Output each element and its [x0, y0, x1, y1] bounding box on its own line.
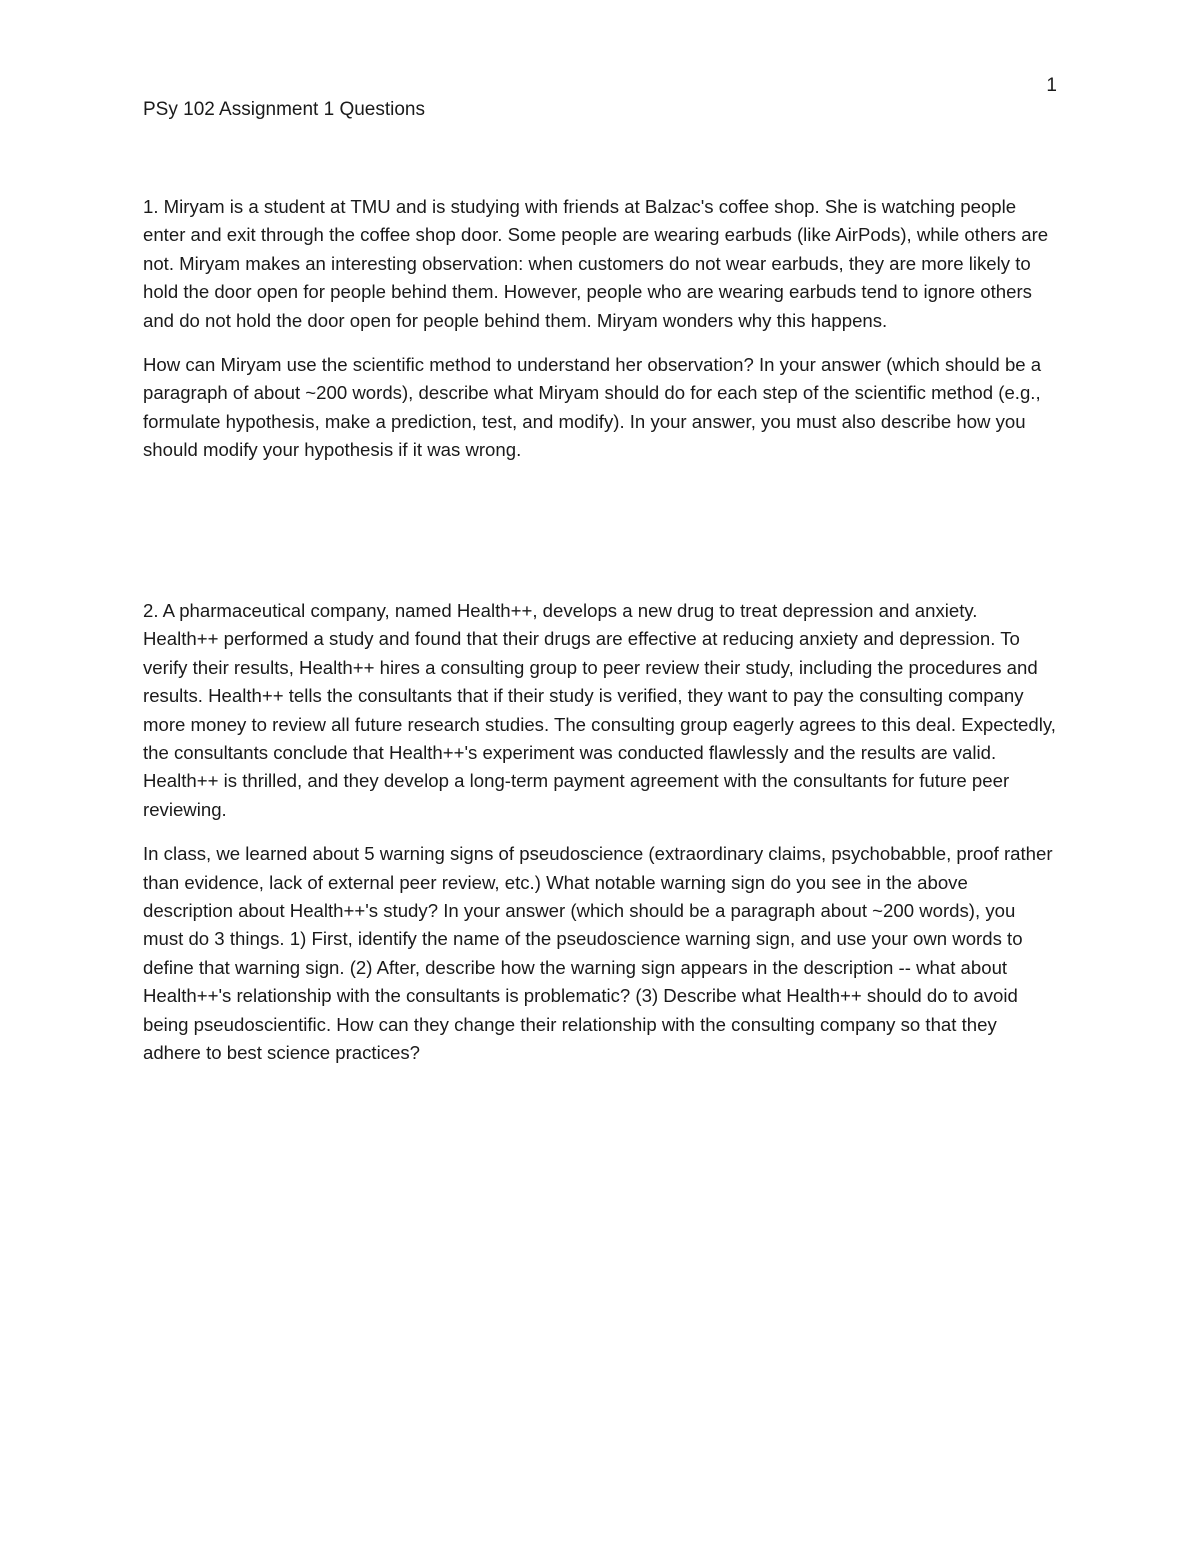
question-2-prompt: In class, we learned about 5 warning signs of pseudoscience (extraordinary claims, psychobabble, proof rather than evidence, lack of external peer review, etc.) What notable warning sign do you see in the above description about Health++'s study? In your answer (which should be a paragraph about ~200 words), you must do 3 things. 1) First, identify the name of the pseudoscience warning sign, and use your own words to define that warning sign. (2) After, describe how the warning sign appears in the description -- what about Health++'s relationship with the consultants is problematic? (3) Describe what Health++ should do to avoid being pseudoscientific. How can they change their relationship with the consulting company so that they adhere to best science practices? — [143, 843, 1053, 1064]
page-number: 1 — [1046, 75, 1057, 96]
question-1-prompt: How can Miryam use the scientific method to understand her observation? In your answer (which should be a paragraph of about ~200 words), describe what Miryam should do for each step of the scientific method (e.g., formulate hypothesis, make a prediction, test, and modify). In your answer, you must also describe how you should modify your hypothesis if it was wrong. — [143, 354, 1042, 461]
question-1 — [143, 193, 1058, 465]
document-title: PSy 102 Assignment 1 Questions — [143, 99, 425, 120]
paragraph-gap — [143, 824, 1058, 840]
question-2-scenario: 2. A pharmaceutical company, named Health++, develops a new drug to treat depression and anxiety. Health++ performed a study and found that their drugs are effective at reducing anxiety and depression. To verify their results, Health++ hires a consulting group to peer review their study, including the procedures and results. Health++ tells the consultants that if their study is verified, they want to pay the consulting company more money to review all future research studies. The consulting group eagerly agrees to this deal. Expectedly, the consultants conclude that Health++'s experiment was conducted flawlessly and the results are valid. Health++ is thrilled, and they develop a long-term payment agreement with the consultants for future peer reviewing. — [143, 600, 1056, 820]
paragraph-gap — [143, 335, 1058, 351]
question-1-scenario: 1. Miryam is a student at TMU and is studying with friends at Balzac's coffee shop. She is watching people enter and exit through the coffee shop door. Some people are wearing earbuds (like AirPods), while others are not. Miryam makes an interesting observation: when customers do not wear earbuds, they are more likely to hold the door open for people behind them. However, people who are wearing earbuds tend to ignore others and do not hold the door open for people behind them. Miryam wonders why this happens. — [143, 196, 1049, 331]
question-2 — [143, 597, 1058, 1068]
